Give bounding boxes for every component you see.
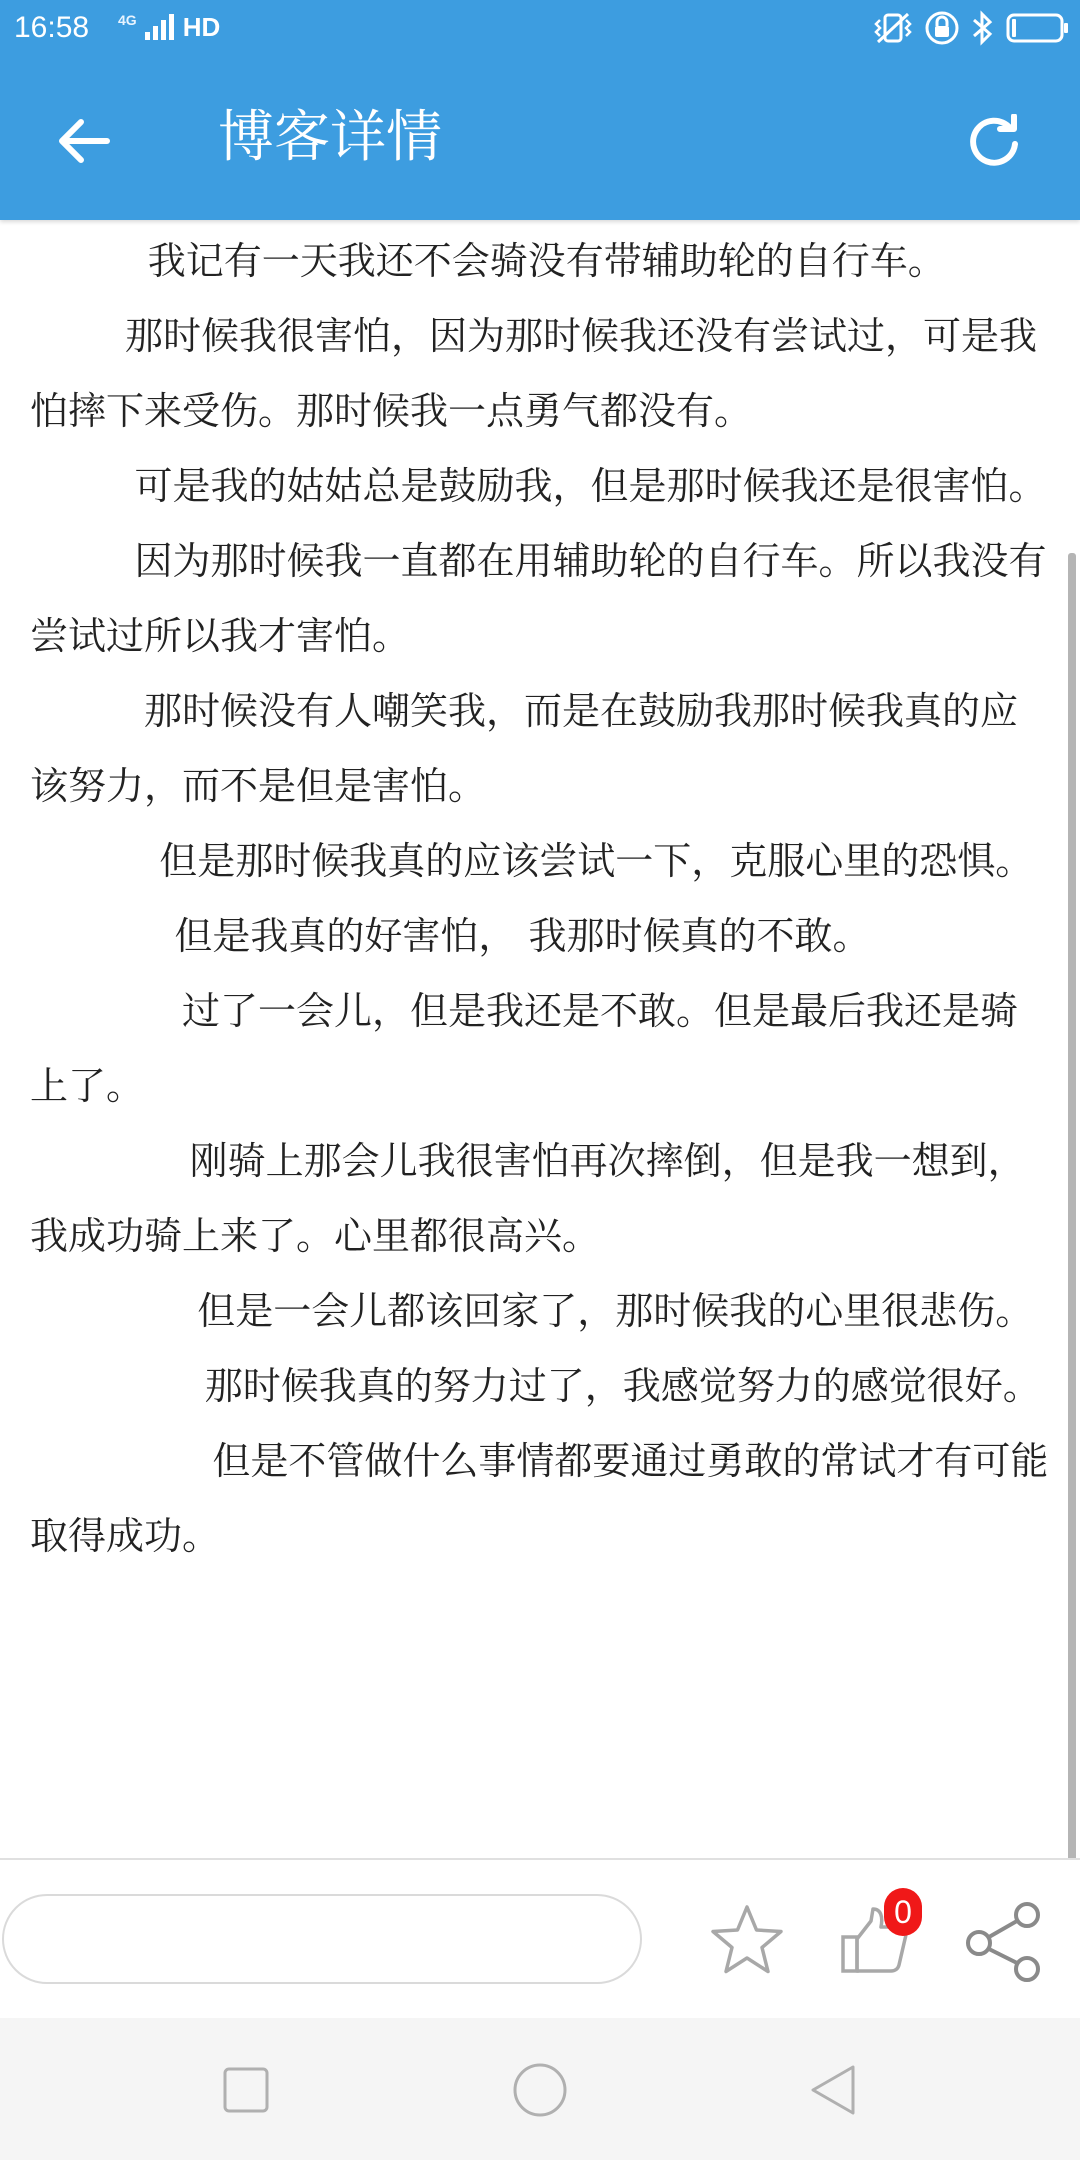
- signal-icon: [143, 12, 177, 42]
- action-bar: [0, 1858, 1080, 2020]
- lock-rotation-icon: [924, 10, 960, 46]
- recents-button[interactable]: [206, 2050, 286, 2130]
- back-triangle-icon: [807, 2063, 861, 2117]
- star-icon: [707, 1901, 787, 1981]
- nav-back-button[interactable]: [794, 2050, 874, 2130]
- article-paragraph: 但是那时候我真的应该尝试一下，克服心里的恐惧。: [159, 839, 1034, 883]
- bluetooth-icon: [970, 10, 996, 46]
- recents-square-icon: [221, 2065, 271, 2115]
- article-paragraph: 那时候我很害怕，因为那时候我还没有尝试过，可是我怕摔下来受伤。那时候我一点勇气都没有。: [30, 314, 1038, 433]
- favorite-button[interactable]: [702, 1896, 792, 1986]
- hd-label: HD: [182, 12, 221, 42]
- like-button[interactable]: [830, 1896, 920, 1986]
- article-body: [0, 220, 1080, 1574]
- page-title: 博客详情: [218, 105, 442, 170]
- refresh-button[interactable]: [956, 104, 1032, 180]
- article-paragraph: 但是我真的好害怕， 我那时候真的不敢。: [174, 914, 871, 958]
- article-paragraph: 过了一会儿，但是我还是不敢。但是最后我还是骑上了。: [30, 989, 1019, 1108]
- system-nav-bar: [0, 2018, 1080, 2160]
- article-paragraph: 那时候没有人嘲笑我，而是在鼓励我那时候我真的应该努力，而不是但是害怕。: [30, 689, 1019, 808]
- arrow-left-icon: [55, 116, 111, 166]
- scrollbar[interactable]: [1068, 553, 1076, 1858]
- share-button[interactable]: [958, 1896, 1048, 1986]
- status-right-icons: [872, 10, 1070, 46]
- comment-input[interactable]: [2, 1894, 642, 1984]
- article-paragraph: 刚骑上那会儿我很害怕再次摔倒，但是我一想到，我成功骑上来了。心里都很高兴。: [30, 1139, 1026, 1258]
- article-paragraph: 因为那时候我一直都在用辅助轮的自行车。所以我没有尝试过所以我才害怕。: [30, 539, 1047, 658]
- status-time: 16:58: [14, 11, 90, 44]
- network-type-label: 4G: [118, 12, 137, 28]
- vibrate-icon: [872, 10, 914, 46]
- article-paragraph: 可是我的姑姑总是鼓励我，但是那时候我还是很害怕。: [134, 464, 1047, 508]
- battery-icon: [1006, 11, 1070, 45]
- like-count-badge: 0: [884, 1888, 922, 1936]
- article-content[interactable]: [0, 220, 1080, 1858]
- header: [0, 0, 1080, 220]
- article-paragraph: 我记有一天我还不会骑没有带辅助轮的自行车。: [147, 239, 946, 283]
- article-paragraph: 但是不管做什么事情都要通过勇敢的常试才有可能取得成功。: [30, 1439, 1049, 1558]
- article-paragraph: 那时候我真的努力过了，我感觉努力的感觉很好。: [204, 1364, 1041, 1408]
- article-paragraph: 但是一会儿都该回家了，那时候我的心里很悲伤。: [197, 1289, 1034, 1333]
- refresh-icon: [966, 114, 1022, 170]
- home-circle-icon: [511, 2061, 569, 2119]
- status-left-icons: [118, 12, 220, 42]
- home-button[interactable]: [500, 2050, 580, 2130]
- back-button[interactable]: [48, 106, 118, 176]
- status-bar: [0, 0, 1080, 56]
- share-icon: [961, 1899, 1045, 1983]
- app-bar: [0, 56, 1080, 220]
